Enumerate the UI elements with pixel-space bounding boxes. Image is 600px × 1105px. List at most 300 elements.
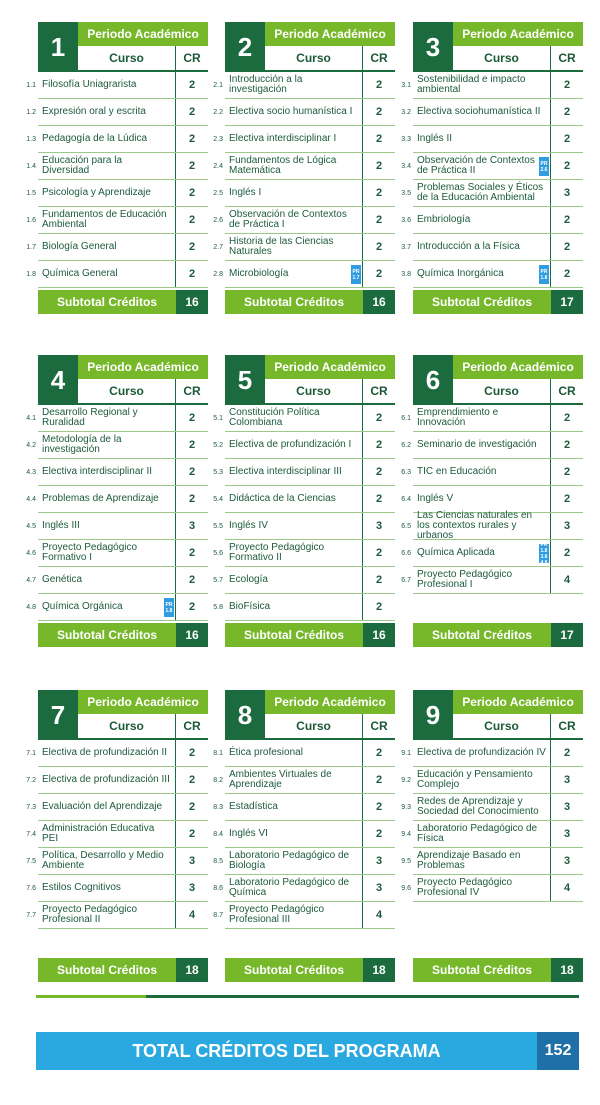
- period-number: 2: [225, 22, 265, 72]
- cr-header: CR: [558, 384, 576, 398]
- subtotal-value: 17: [551, 290, 583, 314]
- course-name: Laboratorio Pedagógico de Biología: [229, 850, 350, 871]
- course-row: [213, 99, 395, 126]
- course-code: 9.4: [401, 830, 411, 838]
- course-code: 3.7: [401, 243, 411, 251]
- course-list: [26, 740, 208, 929]
- course-code: 2.4: [213, 162, 223, 170]
- course-name: Inglés IV: [229, 520, 268, 531]
- period-number: 1: [38, 22, 78, 72]
- cr-header: CR: [183, 51, 201, 65]
- column-headers: [265, 46, 395, 72]
- course-row: [26, 432, 208, 459]
- course-code: 7.5: [26, 857, 36, 865]
- course-credits: 2: [175, 405, 208, 431]
- course-credits: 2: [175, 261, 208, 287]
- course-credits: 2: [175, 126, 208, 152]
- prerequisite-text: 1.7: [352, 274, 360, 281]
- course-row: [401, 126, 583, 153]
- course-code: 7.4: [26, 830, 36, 838]
- curso-header: Curso: [78, 714, 176, 738]
- cr-header: CR: [370, 384, 388, 398]
- course-name: Microbiología: [229, 268, 289, 279]
- course-name: BioFísica: [229, 601, 271, 612]
- cr-header: CR: [370, 719, 388, 733]
- course-row: [26, 848, 208, 875]
- course-list: [213, 72, 395, 288]
- course-code: 1.7: [26, 243, 36, 251]
- course-row: [401, 794, 583, 821]
- course-code: 1.6: [26, 216, 36, 224]
- course-name: Proyecto Pedagógico Profesional IV: [417, 877, 513, 898]
- course-row: [401, 567, 583, 594]
- course-name: Inglés III: [42, 520, 80, 531]
- course-row: [26, 902, 208, 929]
- subtotal-value: 18: [176, 958, 208, 982]
- course-code: 8.1: [213, 749, 223, 757]
- course-row: [401, 740, 583, 767]
- course-credits: 2: [362, 740, 395, 766]
- course-name: Laboratorio Pedagógico de Física: [417, 823, 538, 844]
- course-code: 2.1: [213, 81, 223, 89]
- course-credits: 2: [550, 405, 583, 431]
- period-header: Periodo Académico: [78, 355, 208, 379]
- subtotal-bar: [38, 290, 208, 314]
- period-header: Periodo Académico: [78, 22, 208, 46]
- course-name: Educación para la Diversidad: [42, 155, 123, 176]
- prerequisite-text: PR: [540, 160, 548, 167]
- course-row: [401, 153, 583, 180]
- course-name: Metodología de la investigación: [42, 434, 122, 455]
- course-row: [26, 486, 208, 513]
- course-credits: 2: [175, 486, 208, 512]
- course-credits: 2: [362, 794, 395, 820]
- course-code: 1.2: [26, 108, 36, 116]
- subtotal-label: Subtotal Créditos: [225, 623, 363, 647]
- course-row: [26, 153, 208, 180]
- course-name: Observación de Contextos de Práctica I: [229, 209, 347, 230]
- course-row: [401, 432, 583, 459]
- cr-header: CR: [183, 719, 201, 733]
- course-name: TIC en Educación: [417, 466, 497, 477]
- course-credits: 4: [550, 875, 583, 901]
- course-credits: 3: [550, 848, 583, 874]
- subtotal-bar: [38, 623, 208, 647]
- course-code: 5.7: [213, 576, 223, 584]
- course-credits: 3: [175, 513, 208, 539]
- column-headers: [453, 46, 583, 72]
- course-row: [213, 486, 395, 513]
- subtotal-bar: [413, 623, 583, 647]
- course-name: Química Inorgánica: [417, 268, 504, 279]
- period-number: 8: [225, 690, 265, 740]
- course-code: 3.6: [401, 216, 411, 224]
- course-code: 6.7: [401, 576, 411, 584]
- course-code: 4.7: [26, 576, 36, 584]
- course-name: Inglés V: [417, 493, 454, 504]
- course-name: Inglés VI: [229, 828, 268, 839]
- subtotal-bar: [225, 290, 395, 314]
- prerequisite-badge: [539, 541, 549, 566]
- prerequisite-badge: [164, 598, 174, 617]
- course-name: Genética: [42, 574, 83, 585]
- course-credits: 2: [175, 740, 208, 766]
- total-credits-bar: [36, 1032, 579, 1070]
- course-code: 9.6: [401, 884, 411, 892]
- course-name: Las Ciencias naturales en los contextos rurales y urbanos: [417, 510, 533, 541]
- subtotal-bar: [225, 623, 395, 647]
- course-name: Electiva socio humanística I: [229, 106, 353, 117]
- course-code: 5.6: [213, 549, 223, 557]
- course-code: 5.5: [213, 522, 223, 530]
- course-name: Proyecto Pedagógico Profesional II: [42, 904, 138, 925]
- subtotal-label: Subtotal Créditos: [413, 958, 551, 982]
- course-credits: 2: [362, 821, 395, 847]
- course-code: 4.6: [26, 549, 36, 557]
- prerequisite-text: 3.8: [540, 553, 548, 560]
- divider-line: [36, 995, 579, 998]
- course-name: Electiva interdisciplinar I: [229, 133, 337, 144]
- course-row: [26, 821, 208, 848]
- subtotal-label: Subtotal Créditos: [38, 290, 176, 314]
- column-headers: [78, 46, 208, 72]
- subtotal-label: Subtotal Créditos: [413, 623, 551, 647]
- period-header: Periodo Académico: [78, 690, 208, 714]
- course-list: [213, 740, 395, 929]
- course-code: 4.8: [26, 603, 36, 611]
- subtotal-value: 17: [551, 623, 583, 647]
- course-credits: 2: [362, 459, 395, 485]
- course-code: 3.4: [401, 162, 411, 170]
- course-name: Observación de Contextos de Práctica II: [417, 155, 535, 176]
- course-row: [401, 767, 583, 794]
- column-headers: [265, 379, 395, 405]
- course-name: Evaluación del Aprendizaje: [42, 801, 163, 812]
- course-name: Proyecto Pedagógico Profesional I: [417, 569, 513, 590]
- course-row: [213, 153, 395, 180]
- period-number: 6: [413, 355, 453, 405]
- course-row: [213, 848, 395, 875]
- course-credits: 2: [175, 767, 208, 793]
- course-row: [401, 72, 583, 99]
- course-name: Filosofía Uniagrarista: [42, 79, 137, 90]
- course-credits: 2: [362, 567, 395, 593]
- course-code: 7.3: [26, 803, 36, 811]
- course-row: [401, 261, 583, 288]
- course-row: [401, 821, 583, 848]
- course-list: [26, 405, 208, 621]
- course-name: Problemas Sociales y Éticos de la Educación Ambiental: [417, 182, 544, 203]
- course-credits: 2: [175, 794, 208, 820]
- course-name: Estilos Cognitivos: [42, 882, 121, 893]
- course-row: [401, 540, 583, 567]
- course-credits: 2: [362, 594, 395, 620]
- prerequisite-badge: [351, 265, 361, 284]
- course-row: [26, 72, 208, 99]
- course-credits: 2: [175, 99, 208, 125]
- course-name: Ambientes Virtuales de Aprendizaje: [229, 769, 332, 790]
- period-header: Periodo Académico: [265, 690, 395, 714]
- course-row: [213, 459, 395, 486]
- course-credits: 2: [175, 540, 208, 566]
- prerequisite-text: 4.8: [540, 559, 548, 566]
- course-code: 9.2: [401, 776, 411, 784]
- course-name: Electiva de profundización II: [42, 747, 168, 758]
- course-code: 6.1: [401, 414, 411, 422]
- course-name: Introducción a la Física: [417, 241, 520, 252]
- course-row: [26, 99, 208, 126]
- course-credits: 3: [550, 180, 583, 206]
- course-row: [213, 513, 395, 540]
- course-row: [26, 875, 208, 902]
- course-row: [213, 432, 395, 459]
- course-row: [26, 740, 208, 767]
- curso-header: Curso: [78, 379, 176, 403]
- prerequisite-text: PR: [352, 268, 360, 275]
- period-header: Periodo Académico: [453, 22, 583, 46]
- course-name: Electiva de profundización IV: [417, 747, 546, 758]
- course-name: Psicología y Aprendizaje: [42, 187, 151, 198]
- course-credits: 2: [362, 180, 395, 206]
- period-number: 5: [225, 355, 265, 405]
- prerequisite-text: 1.8: [165, 607, 173, 614]
- course-name: Embriología: [417, 214, 471, 225]
- course-code: 3.1: [401, 81, 411, 89]
- course-credits: 4: [550, 567, 583, 593]
- subtotal-value: 18: [363, 958, 395, 982]
- course-list: [401, 740, 583, 902]
- subtotal-label: Subtotal Créditos: [225, 958, 363, 982]
- course-row: [213, 180, 395, 207]
- period-number: 7: [38, 690, 78, 740]
- curso-header: Curso: [78, 46, 176, 70]
- course-code: 2.6: [213, 216, 223, 224]
- prerequisite-badge: [539, 157, 549, 176]
- course-credits: 2: [175, 459, 208, 485]
- curso-header: Curso: [265, 714, 363, 738]
- curso-header: Curso: [453, 714, 551, 738]
- prerequisite-text: PR: [165, 601, 173, 608]
- curso-header: Curso: [265, 46, 363, 70]
- course-name: Estadística: [229, 801, 278, 812]
- course-credits: 2: [550, 486, 583, 512]
- course-code: 9.1: [401, 749, 411, 757]
- course-credits: 2: [175, 821, 208, 847]
- course-row: [213, 234, 395, 261]
- course-credits: 2: [550, 432, 583, 458]
- course-row: [213, 594, 395, 621]
- course-row: [401, 510, 583, 541]
- course-credits: 2: [175, 180, 208, 206]
- course-row: [213, 72, 395, 99]
- course-credits: 2: [550, 459, 583, 485]
- course-row: [26, 794, 208, 821]
- course-row: [26, 405, 208, 432]
- course-name: Introducción a la investigación: [229, 74, 303, 95]
- course-row: [213, 902, 395, 929]
- course-code: 5.1: [213, 414, 223, 422]
- course-credits: 2: [362, 261, 395, 287]
- course-name: Ecología: [229, 574, 268, 585]
- subtotal-bar: [225, 958, 395, 982]
- course-code: 7.1: [26, 749, 36, 757]
- course-row: [401, 234, 583, 261]
- course-code: 3.2: [401, 108, 411, 116]
- curso-header: Curso: [265, 379, 363, 403]
- period-header: Periodo Académico: [265, 355, 395, 379]
- course-row: [401, 875, 583, 902]
- course-code: 9.5: [401, 857, 411, 865]
- period-header: Periodo Académico: [453, 355, 583, 379]
- period-header: Periodo Académico: [265, 22, 395, 46]
- course-credits: 2: [550, 153, 583, 179]
- course-credits: 2: [362, 767, 395, 793]
- course-list: [213, 405, 395, 621]
- period-header: Periodo Académico: [453, 690, 583, 714]
- course-name: Problemas de Aprendizaje: [42, 493, 159, 504]
- course-name: Electiva de profundización III: [42, 774, 170, 785]
- course-row: [26, 261, 208, 288]
- course-code: 3.8: [401, 270, 411, 278]
- course-row: [401, 459, 583, 486]
- total-credits-value: 152: [537, 1032, 579, 1070]
- course-code: 2.3: [213, 135, 223, 143]
- subtotal-bar: [413, 958, 583, 982]
- course-row: [213, 875, 395, 902]
- course-list: [26, 72, 208, 288]
- prerequisite-text: 1.8: [540, 274, 548, 281]
- column-headers: [453, 379, 583, 405]
- course-code: 1.1: [26, 81, 36, 89]
- course-credits: 2: [550, 234, 583, 260]
- course-credits: 2: [175, 153, 208, 179]
- course-code: 1.8: [26, 270, 36, 278]
- course-name: Ética profesional: [229, 747, 303, 758]
- course-credits: 2: [550, 261, 583, 287]
- course-name: Química Aplicada: [417, 547, 495, 558]
- course-credits: 2: [175, 234, 208, 260]
- course-code: 5.4: [213, 495, 223, 503]
- course-credits: 3: [362, 513, 395, 539]
- course-row: [26, 180, 208, 207]
- course-credits: 2: [550, 72, 583, 98]
- course-name: Laboratorio Pedagógico de Química: [229, 877, 350, 898]
- course-code: 4.3: [26, 468, 36, 476]
- course-credits: 3: [175, 848, 208, 874]
- period-number: 4: [38, 355, 78, 405]
- prerequisite-text: 2.6: [540, 166, 548, 173]
- course-credits: 2: [550, 99, 583, 125]
- course-code: 5.3: [213, 468, 223, 476]
- course-code: 5.8: [213, 603, 223, 611]
- period-number: 9: [413, 690, 453, 740]
- course-row: [26, 540, 208, 567]
- cr-header: CR: [558, 719, 576, 733]
- course-row: [26, 126, 208, 153]
- course-code: 7.7: [26, 911, 36, 919]
- course-row: [26, 459, 208, 486]
- course-credits: 2: [550, 540, 583, 566]
- course-row: [213, 261, 395, 288]
- course-row: [401, 99, 583, 126]
- course-credits: 3: [550, 821, 583, 847]
- subtotal-value: 16: [176, 623, 208, 647]
- course-credits: 3: [550, 767, 583, 793]
- subtotal-bar: [38, 958, 208, 982]
- course-name: Pedagogía de la Lúdica: [42, 133, 148, 144]
- course-name: Inglés I: [229, 187, 262, 198]
- course-credits: 3: [362, 875, 395, 901]
- course-credits: 2: [175, 207, 208, 233]
- course-row: [26, 767, 208, 794]
- course-code: 6.6: [401, 549, 411, 557]
- course-credits: 2: [362, 153, 395, 179]
- course-code: 8.5: [213, 857, 223, 865]
- subtotal-value: 16: [363, 623, 395, 647]
- course-name: Política, Desarrollo y Medio Ambiente: [42, 850, 164, 871]
- course-code: 8.6: [213, 884, 223, 892]
- course-row: [26, 513, 208, 540]
- course-credits: 3: [550, 513, 583, 539]
- course-code: 9.3: [401, 803, 411, 811]
- course-code: 5.2: [213, 441, 223, 449]
- course-code: 4.5: [26, 522, 36, 530]
- course-credits: 2: [362, 486, 395, 512]
- course-row: [213, 405, 395, 432]
- prerequisite-text: PR: [540, 541, 548, 548]
- course-name: Desarrollo Regional y Ruralidad: [42, 407, 138, 428]
- column-headers: [265, 714, 395, 740]
- course-name: Electiva interdisciplinar III: [229, 466, 342, 477]
- course-row: [401, 180, 583, 207]
- course-name: Fundamentos de Educación Ambiental: [42, 209, 167, 230]
- course-credits: 3: [362, 848, 395, 874]
- course-row: [401, 486, 583, 513]
- course-code: 8.7: [213, 911, 223, 919]
- cr-header: CR: [558, 51, 576, 65]
- course-code: 2.7: [213, 243, 223, 251]
- course-name: Proyecto Pedagógico Formativo II: [229, 542, 325, 563]
- curso-header: Curso: [453, 379, 551, 403]
- course-row: [401, 405, 583, 432]
- course-code: 6.5: [401, 522, 411, 530]
- course-name: Electiva de profundización I: [229, 439, 352, 450]
- subtotal-label: Subtotal Créditos: [38, 958, 176, 982]
- course-credits: 2: [550, 126, 583, 152]
- period-number: 3: [413, 22, 453, 72]
- course-row: [401, 848, 583, 875]
- course-row: [213, 821, 395, 848]
- course-list: [401, 72, 583, 288]
- column-headers: [453, 714, 583, 740]
- course-credits: 2: [362, 540, 395, 566]
- course-code: 6.3: [401, 468, 411, 476]
- course-credits: 2: [175, 432, 208, 458]
- subtotal-label: Subtotal Créditos: [38, 623, 176, 647]
- course-name: Proyecto Pedagógico Formativo I: [42, 542, 138, 563]
- course-row: [213, 740, 395, 767]
- course-code: 1.3: [26, 135, 36, 143]
- course-code: 3.3: [401, 135, 411, 143]
- course-credits: 2: [175, 567, 208, 593]
- course-code: 2.8: [213, 270, 223, 278]
- course-name: Inglés II: [417, 133, 453, 144]
- subtotal-value: 16: [176, 290, 208, 314]
- subtotal-label: Subtotal Créditos: [413, 290, 551, 314]
- course-code: 6.2: [401, 441, 411, 449]
- course-credits: 3: [550, 794, 583, 820]
- curso-header: Curso: [453, 46, 551, 70]
